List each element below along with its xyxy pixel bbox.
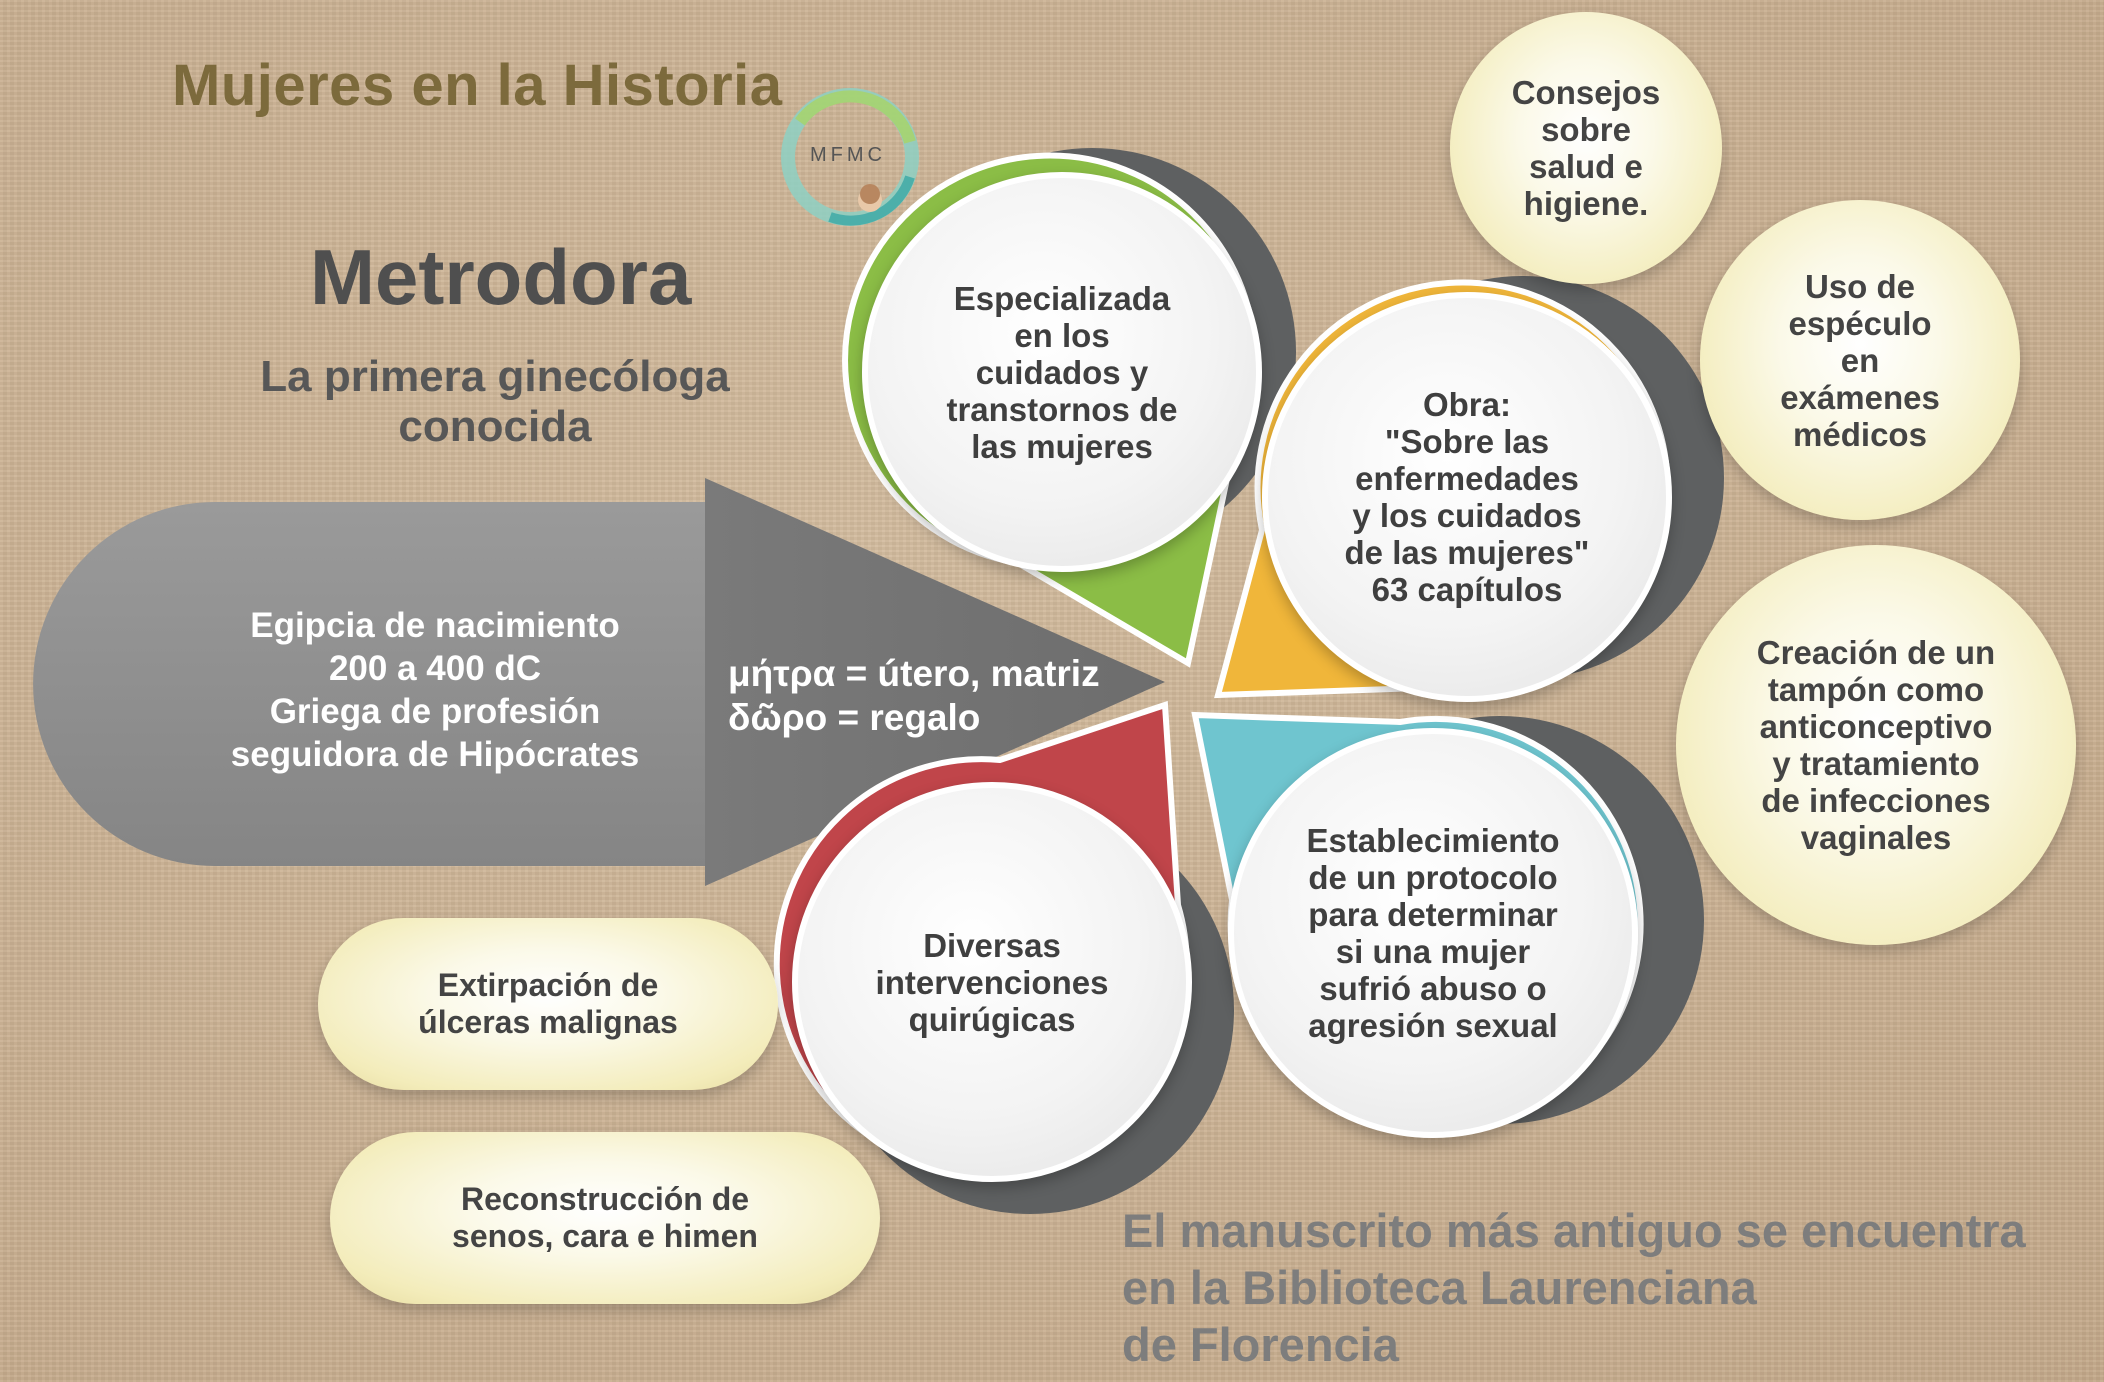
text-line: Especializada <box>953 279 1171 317</box>
text-line: exámenes <box>1780 378 1940 416</box>
petal-circle-protocol <box>1228 728 1638 1138</box>
arrow-facts <box>190 575 680 805</box>
text-line: enfermedades <box>1355 460 1579 497</box>
text-line: de infecciones <box>1761 782 1991 819</box>
petal-circle-work <box>1262 292 1672 702</box>
text-line: Obra: <box>1422 386 1511 423</box>
text-line: médicos <box>1793 415 1927 453</box>
text-line: Creación de un <box>1756 634 1996 671</box>
text-line: Establecimiento <box>1306 822 1560 859</box>
logo <box>770 82 930 232</box>
item-tampon <box>1676 545 2076 945</box>
text-line: tampón como <box>1767 671 1985 708</box>
item-ulcers <box>318 918 778 1090</box>
text-line: 63 capítulos <box>1371 571 1563 608</box>
text-line: "Sobre las <box>1384 423 1550 460</box>
text-line: las mujeres <box>971 427 1153 465</box>
text-line: anticonceptivo <box>1759 708 1993 745</box>
fact-dates: 200 a 400 dC <box>328 649 542 688</box>
text-line: Reconstrucción de <box>460 1181 750 1217</box>
text-line: Diversas <box>923 926 1061 964</box>
fact-profession: Griega de profesión <box>269 692 601 731</box>
fact-birth: Egipcia de nacimiento <box>250 606 620 645</box>
text-line: espéculo <box>1788 304 1932 342</box>
text-line: de las mujeres" <box>1344 534 1590 571</box>
petal-circle-specialized <box>862 172 1262 572</box>
text-line: salud e <box>1529 148 1643 185</box>
text-line: en <box>1840 341 1880 379</box>
text-line: úlceras malignas <box>418 1004 678 1040</box>
text-line: cuidados y <box>975 353 1149 391</box>
page-subtitle: La primera ginecóloga conocida <box>260 352 730 451</box>
text-line: de un protocolo <box>1308 859 1558 896</box>
text-line: si una mujer <box>1335 933 1531 970</box>
etymology-metra: μήτρα = útero, matriz <box>728 653 1100 694</box>
manuscript-note <box>1122 1202 2026 1373</box>
text-line: sufrió abuso o <box>1319 970 1547 1007</box>
text-line: higiene. <box>1523 185 1649 222</box>
item-speculum <box>1700 200 2020 520</box>
series-title: Mujeres en la Historia <box>172 53 783 118</box>
note-line: El manuscrito más antiguo se encuentra <box>1122 1204 2026 1257</box>
text-line: senos, cara e himen <box>452 1218 758 1254</box>
etymology-doro: δῶρο = regalo <box>728 697 981 738</box>
item-hygiene <box>1450 12 1722 284</box>
item-reconstruction <box>330 1132 880 1304</box>
text-line: transtornos de <box>946 390 1178 428</box>
text-line: Consejos <box>1511 74 1661 111</box>
page-title: Metrodora <box>310 233 692 321</box>
note-line: en la Biblioteca Laurenciana <box>1122 1261 1757 1314</box>
etymology <box>728 652 1100 740</box>
logo-text: MFMC <box>810 144 886 166</box>
note-line: de Florencia <box>1122 1318 1399 1371</box>
fact-follower: seguidora de Hipócrates <box>230 735 640 774</box>
text-line: y tratamiento <box>1772 745 1980 782</box>
text-line: sobre <box>1541 111 1631 148</box>
text-line: y los cuidados <box>1352 497 1582 534</box>
text-line: agresión sexual <box>1308 1007 1558 1044</box>
petal-circle-surgery <box>792 782 1192 1182</box>
text-line: vaginales <box>1800 819 1952 856</box>
text-line: Uso de <box>1804 267 1916 305</box>
text-line: para determinar <box>1308 896 1558 933</box>
text-line: quirúgicas <box>908 1000 1076 1038</box>
text-line: en los <box>1014 316 1110 354</box>
text-line: Extirpación de <box>437 967 659 1003</box>
text-line: intervenciones <box>875 963 1109 1001</box>
